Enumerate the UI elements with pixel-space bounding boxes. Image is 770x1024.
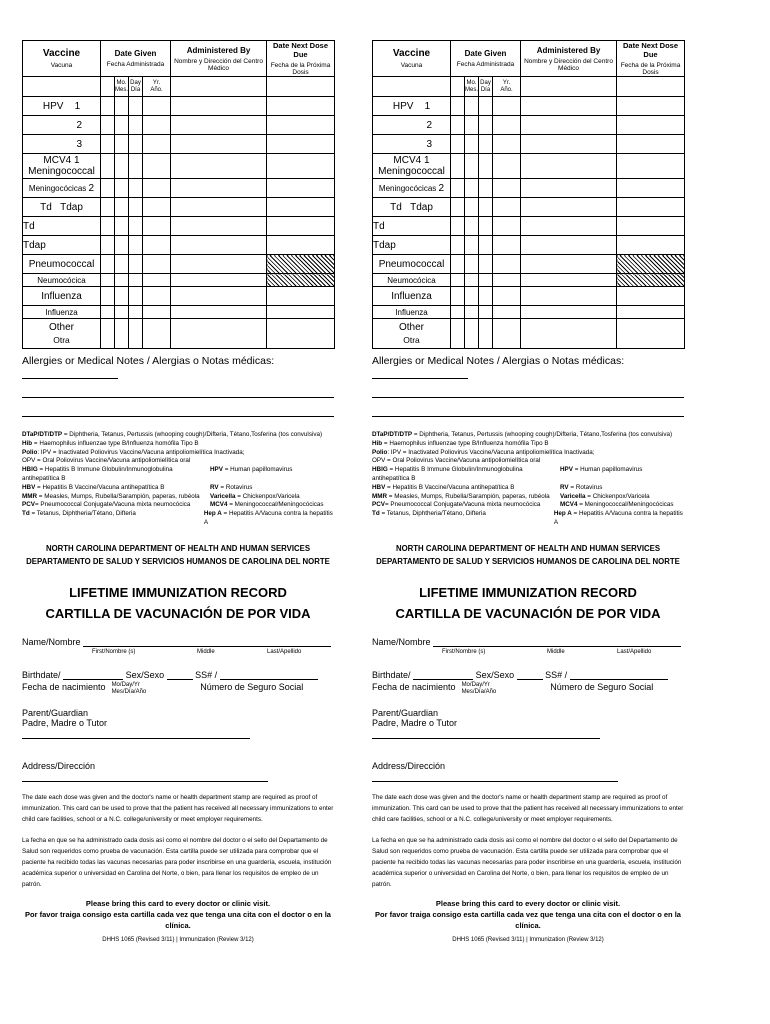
definition-row: HBV = Hepatitis B Vaccine/Vacuna antihepatítica B RV = Rotavirus bbox=[22, 483, 253, 491]
vaccine-table bbox=[22, 40, 335, 349]
day-col: Day Día bbox=[129, 77, 143, 97]
date-given-header: Date Given Fecha Administrada bbox=[451, 41, 521, 77]
mcv4-dose-1: MCV4 1 Meningococcal bbox=[23, 154, 101, 179]
immunization-card-left bbox=[22, 40, 334, 990]
hpv-dose-2: 2 bbox=[23, 116, 101, 135]
birthdate-field[interactable]: Birthdate/ Sex/Sexo SS# / Fecha de nacimiento Mo/Day/Yr Mes/Día/Año Número de Seguro Social bbox=[372, 669, 684, 696]
proof-paragraph-es: La fecha en que se ha administrado cada dosis así como el nombre del doctor o el sello del Departamento de Salud son requeridos como prueba de vacunación. Esta cartilla puede ser utilizada para comprobar que el paciente ha recibido todas las vacunas necesarias para poder inscribirse en una guardería, escuela, institución académica superior o universidad en Carolina del Norte, o bien, para llenar los requisitos de empleo de un patrón. bbox=[22, 836, 332, 888]
bring-card-note: Please bring this card to every doctor or clinic visit. Por favor traiga consigo esta cartilla cada vez que tenga una cita con el doctor o en la clínica. bbox=[375, 898, 681, 930]
influenza-row: Influenza bbox=[373, 287, 451, 306]
hpv-dose-3: 3 bbox=[373, 135, 451, 154]
definition-row: Td = Tetanus, Diphtheria/Tétano, Difteria Hep A = Hepatitis A/Vacuna contra la hepatitis A bbox=[372, 510, 683, 526]
tdap-row: Tdap bbox=[23, 236, 101, 255]
birthdate-field[interactable]: Birthdate/ Sex/Sexo SS# / Fecha de nacimiento Mo/Day/Yr Mes/Día/Año Número de Seguro Social bbox=[22, 669, 334, 696]
card-title: LIFETIME IMMUNIZATION RECORD CARTILLA DE VACUNACIÓN DE POR VIDA bbox=[45, 584, 311, 621]
definition-line: Polio: IPV = Inactivated Poliovirus Vaccine/Vacuna antipoliomielítica Inactivada; bbox=[372, 448, 595, 456]
definition-line: OPV = Oral Poliovirus Vaccine/Vacuna antipoliomielítica oral bbox=[22, 457, 191, 465]
other-row: Other Otra bbox=[23, 319, 101, 349]
definition-line: Hib = Haemophilus influenzae type B/Influenza homófila Tipo B bbox=[372, 439, 549, 447]
parent-field[interactable]: Parent/Guardian Padre, Madre o Tutor bbox=[22, 708, 334, 739]
administered-by-header: Administered By Nombre y Dirección del Centro Médico bbox=[521, 41, 617, 77]
definition-line: Hib = Haemophilus influenzae type B/Influenza homófila Tipo B bbox=[22, 439, 199, 447]
definition-row: HBIG = Hepatitis B Immune Globulin/Inmunoglobulina antihepatítica B HPV = Human papillomavirus bbox=[22, 466, 293, 482]
influenza-es: Influenza bbox=[23, 306, 101, 319]
form-footer: DHHS 1065 (Revised 3/11) | Immunization (Review 3/12) bbox=[452, 936, 604, 943]
influenza-es: Influenza bbox=[373, 306, 451, 319]
next-dose-header: Date Next Dose Due Fecha de la Próxima Dosis bbox=[617, 41, 685, 77]
allergy-label: Allergies or Medical Notes / Alergias o Notas médicas: bbox=[372, 355, 684, 379]
definition-line: OPV = Oral Poliovirus Vaccine/Vacuna antipoliomielítica oral bbox=[372, 457, 541, 465]
allergy-line-1[interactable] bbox=[372, 379, 684, 398]
definition-row: MMR = Measles, Mumps, Rubella/Sarampión, paperas, rubéola Varicella = Chickenpox/Varicela bbox=[372, 492, 650, 500]
definition-row: HBIG = Hepatitis B Immune Globulin/Inmunoglobulina antihepatítica B HPV = Human papillomavirus bbox=[372, 466, 643, 482]
allergy-line-2[interactable] bbox=[372, 398, 684, 417]
immunization-card-right bbox=[372, 40, 684, 990]
hpv-dose-1: HPV 1 bbox=[373, 97, 451, 116]
day-col: Day Día bbox=[479, 77, 493, 97]
td-row: Td bbox=[23, 217, 101, 236]
administered-by-header: Administered By Nombre y Dirección del Centro Médico bbox=[171, 41, 267, 77]
department-name: NORTH CAROLINA DEPARTMENT OF HEALTH AND HUMAN SERVICES DEPARTAMENTO DE SALUD Y SERVICIOS HUMANOS DE CAROLINA DEL NORTE bbox=[26, 543, 330, 566]
address-field[interactable]: Address/Dirección bbox=[372, 761, 684, 782]
address-field[interactable]: Address/Dirección bbox=[22, 761, 334, 782]
pneumococcal-row: Pneumococcal bbox=[373, 255, 451, 274]
td-row: Td bbox=[373, 217, 451, 236]
month-col: Mo. Mes. bbox=[115, 77, 129, 97]
department-name: NORTH CAROLINA DEPARTMENT OF HEALTH AND HUMAN SERVICES DEPARTAMENTO DE SALUD Y SERVICIOS HUMANOS DE CAROLINA DEL NORTE bbox=[376, 543, 680, 566]
hatched-cell bbox=[617, 255, 685, 274]
abbreviation-definitions bbox=[22, 431, 334, 528]
definition-row: PCV= Pneumococcal Conjugate/Vacuna mixta neumocócica MCV4 = Meningococcal/Meningocócicas bbox=[372, 501, 674, 509]
proof-paragraph-es: La fecha en que se ha administrado cada dosis así como el nombre del doctor o el sello del Departamento de Salud son requeridos como prueba de vacunación. Esta cartilla puede ser utilizada para comprobar que el paciente ha recibido todas las vacunas necesarias para poder inscribirse en una guardería, escuela, institución académica superior o universidad en Carolina del Norte, o bien, para llenar los requisitos de empleo de un patrón. bbox=[372, 836, 682, 888]
allergy-line-1[interactable] bbox=[22, 379, 334, 398]
allergy-label: Allergies or Medical Notes / Alergias o Notas médicas: bbox=[22, 355, 334, 379]
pneumococcal-row: Pneumococcal bbox=[23, 255, 101, 274]
definition-row: Td = Tetanus, Diphtheria/Tétano, Difteria Hep A = Hepatitis A/Vacuna contra la hepatitis A bbox=[22, 510, 333, 526]
next-dose-header: Date Next Dose Due Fecha de la Próxima Dosis bbox=[267, 41, 335, 77]
allergy-line-2[interactable] bbox=[22, 398, 334, 417]
name-field[interactable]: Name/Nombre First/Nombre (s) Middle Last/Apellido bbox=[22, 636, 334, 655]
mcv4-dose-2: Meningocócicas 2 bbox=[373, 179, 451, 198]
td-tdap-header: Td Tdap bbox=[23, 198, 101, 217]
year-col: Yr. Año. bbox=[493, 77, 521, 97]
date-given-header: Date Given Fecha Administrada bbox=[101, 41, 171, 77]
vaccine-header: Vaccine Vacuna bbox=[373, 41, 451, 77]
pneumococcal-es: Neumocócica bbox=[23, 274, 101, 287]
other-row: Other Otra bbox=[373, 319, 451, 349]
influenza-row: Influenza bbox=[23, 287, 101, 306]
tdap-row: Tdap bbox=[373, 236, 451, 255]
mcv4-dose-1: MCV4 1 Meningococcal bbox=[373, 154, 451, 179]
abbreviation-definitions bbox=[372, 431, 684, 528]
hpv-dose-2: 2 bbox=[373, 116, 451, 135]
definition-line: Polio: IPV = Inactivated Poliovirus Vaccine/Vacuna antipoliomielítica Inactivada; bbox=[22, 448, 245, 456]
pneumococcal-es: Neumocócica bbox=[373, 274, 451, 287]
hpv-dose-1: HPV 1 bbox=[23, 97, 101, 116]
td-tdap-header: Td Tdap bbox=[373, 198, 451, 217]
proof-paragraph-en: The date each dose was given and the doctor's name or health department stamp are required as proof of immunization. This card can be used to prove that the patient has received all necessary immunizations to enter child care facilities, school or a N.C. college/university or meet employer requirements. bbox=[372, 793, 684, 823]
definition-line: DTaP/DT/DTP = Diphtheria, Tetanus, Pertussis (whooping cough)/Difteria, Tétano,Tosferina (tos convulsiva) bbox=[22, 431, 323, 438]
definition-line: DTaP/DT/DTP = Diphtheria, Tetanus, Pertussis (whooping cough)/Difteria, Tétano,Tosferina (tos convulsiva) bbox=[372, 431, 673, 438]
year-col: Yr. Año. bbox=[143, 77, 171, 97]
hpv-dose-3: 3 bbox=[23, 135, 101, 154]
parent-field[interactable]: Parent/Guardian Padre, Madre o Tutor bbox=[372, 708, 684, 739]
vaccine-header: Vaccine Vacuna bbox=[23, 41, 101, 77]
bring-card-note: Please bring this card to every doctor or clinic visit. Por favor traiga consigo esta cartilla cada vez que tenga una cita con el doctor o en la clínica. bbox=[25, 898, 331, 930]
mcv4-dose-2: Meningocócicas 2 bbox=[23, 179, 101, 198]
definition-row: PCV= Pneumococcal Conjugate/Vacuna mixta neumocócica MCV4 = Meningococcal/Meningocócicas bbox=[22, 501, 324, 509]
vaccine-table bbox=[372, 40, 685, 349]
hatched-cell bbox=[267, 255, 335, 274]
definition-row: MMR = Measles, Mumps, Rubella/Sarampión, paperas, rubéola Varicella = Chickenpox/Varicela bbox=[22, 492, 300, 500]
form-footer: DHHS 1065 (Revised 3/11) | Immunization (Review 3/12) bbox=[102, 936, 254, 943]
month-col: Mo. Mes. bbox=[465, 77, 479, 97]
card-title: LIFETIME IMMUNIZATION RECORD CARTILLA DE VACUNACIÓN DE POR VIDA bbox=[395, 584, 661, 621]
proof-paragraph-en: The date each dose was given and the doctor's name or health department stamp are required as proof of immunization. This card can be used to prove that the patient has received all necessary immunizations to enter child care facilities, school or a N.C. college/university or meet employer requirements. bbox=[22, 793, 334, 823]
definition-row: HBV = Hepatitis B Vaccine/Vacuna antihepatítica B RV = Rotavirus bbox=[372, 483, 603, 491]
name-field[interactable]: Name/Nombre First/Nombre (s) Middle Last/Apellido bbox=[372, 636, 684, 655]
